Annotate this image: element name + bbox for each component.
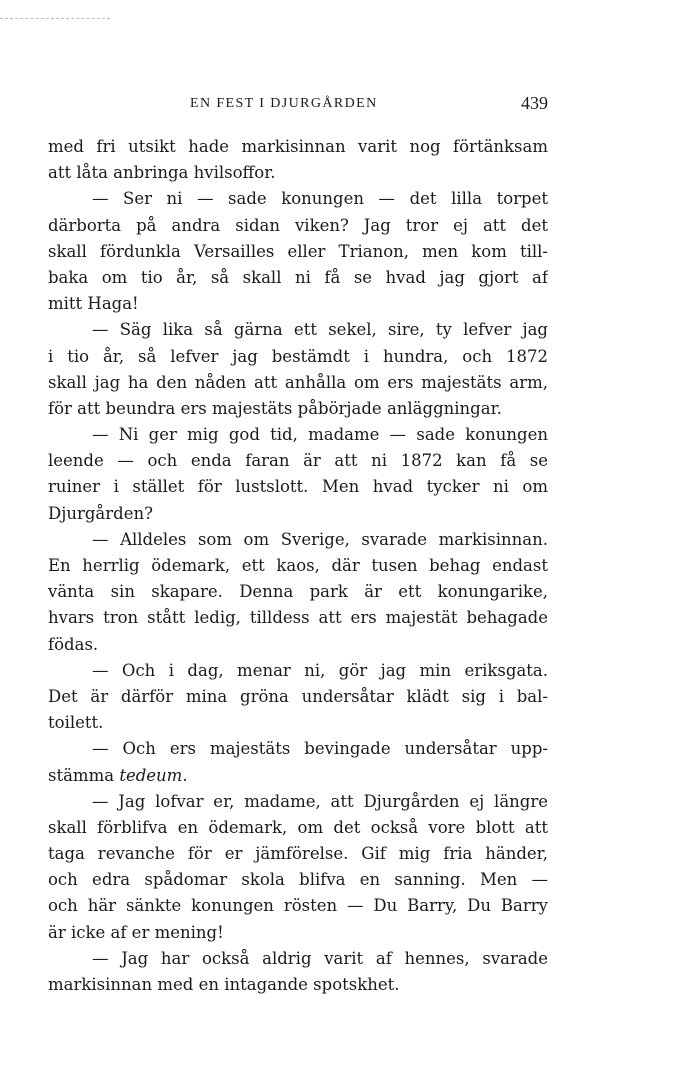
text-line: leende — och enda faran är att ni 1872 kan få se bbox=[48, 451, 548, 471]
text-line: är icke af er mening! bbox=[48, 922, 224, 942]
text-line: Djurgården? bbox=[48, 503, 153, 523]
text-line: taga revanche för er jämförelse. Gif mig fria händer, bbox=[48, 844, 548, 864]
page-number: 439 bbox=[521, 93, 548, 113]
text-line: och här sänkte konungen rösten — Du Barry, Du Barry bbox=[48, 896, 548, 916]
text-line: för att beundra ers majestäts påbörjade anläggningar. bbox=[48, 398, 502, 418]
page-header bbox=[48, 93, 548, 120]
text-line: — Jag lofvar er, madame, att Djurgården ej längre bbox=[92, 791, 548, 811]
text-line: i tio år, så lefver jag bestämdt i hundra, och 1872 bbox=[48, 346, 548, 366]
text-line: skall jag ha den nåden att anhålla om ers majestäts arm, bbox=[48, 372, 548, 392]
text-line: med fri utsikt hade markisinnan varit nog förtänksam bbox=[48, 137, 548, 156]
text-fragment: stämma bbox=[48, 765, 115, 785]
text-line: — Ni ger mig god tid, madame — sade konungen bbox=[92, 425, 548, 445]
text-line: En herrlig ödemark, ett kaos, där tusen behag endast bbox=[48, 556, 548, 575]
text-line: — Och i dag, menar ni, gör jag min eriksgata. bbox=[92, 660, 548, 680]
text-line: mitt Haga! bbox=[48, 294, 139, 314]
text-line: markisinnan med en intagande spotskhet. bbox=[48, 975, 400, 994]
text-line: skall fördunkla Versailles eller Trianon, men kom till- bbox=[48, 241, 548, 261]
text-line: och edra spådomar skola blifva en sanning. Men — bbox=[48, 870, 548, 890]
scan-edge-mark bbox=[0, 18, 110, 20]
text-line bbox=[48, 763, 548, 789]
text-line: — Säg lika så gärna ett sekel, sire, ty lefver jag bbox=[92, 320, 548, 340]
text-line: vänta sin skapare. Denna park är ett konungarike, bbox=[48, 582, 548, 602]
text-line: skall förblifva en ödemark, om det också vore blott att bbox=[48, 817, 548, 837]
text-line: — Alldeles som om Sverige, svarade markisinnan. bbox=[92, 529, 548, 549]
text-line: ruiner i stället för lustslott. Men hvad tycker ni om bbox=[48, 477, 548, 497]
text-line: — Ser ni — sade konungen — det lilla torpet bbox=[92, 189, 548, 209]
text-line: — Jag har också aldrig varit af hennes, svarade bbox=[92, 948, 548, 968]
italic-word: tedeum. bbox=[119, 765, 188, 785]
text-line: att låta anbringa hvilsoffor. bbox=[48, 163, 276, 183]
text-line: hvars tron stått ledig, tilldess att ers majestät behagade bbox=[48, 608, 548, 628]
text-line: baka om tio år, så skall ni få se hvad jag gjort af bbox=[48, 267, 548, 287]
text-line: — Och ers majestäts bevingade undersåtar upp- bbox=[92, 739, 548, 759]
running-head: EN FEST I DJURGÅRDEN bbox=[190, 96, 378, 111]
text-line: därborta på andra sidan viken? Jag tror ej att det bbox=[48, 215, 548, 235]
text-line: Det är därför mina gröna undersåtar klädt sig i bal- bbox=[48, 686, 548, 706]
body-text bbox=[48, 134, 548, 998]
text-line: födas. bbox=[48, 634, 99, 654]
text-line: toilett. bbox=[48, 713, 104, 733]
